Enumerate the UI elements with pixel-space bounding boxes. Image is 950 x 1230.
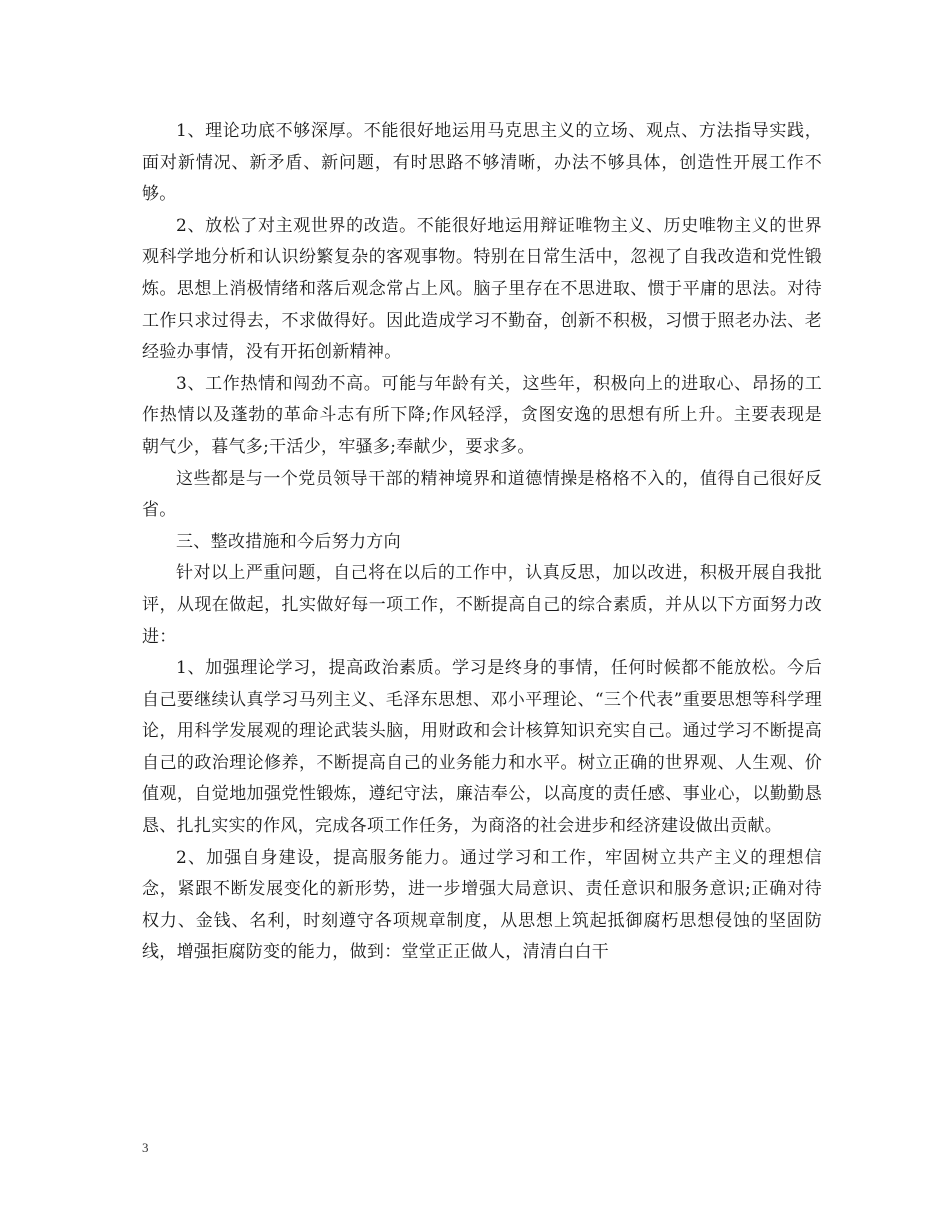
paragraph-theory-foundation: 1、理论功底不够深厚。不能很好地运用马克思主义的立场、观点、方法指导实践，面对新情况、新矛盾、新问题，有时思路不够清晰，办法不够具体，创造性开展工作不够。: [142, 121, 822, 205]
paragraph-reflection: 这些都是与一个党员领导干部的精神境界和道德情操是格格不入的，值得自己很好反省。: [142, 468, 822, 521]
paragraph-work-enthusiasm: 3、工作热情和闯劲不高。可能与年龄有关，这些年，积极向上的进取心、昂扬的工作热情以及蓬勃的革命斗志有所下降;作风轻浮，贪图安逸的思想有所上升。主要表现是朝气少，暮气多;干活少，牢骚多;奉献少，要求多。: [142, 373, 822, 457]
paragraph-subjective-world: 2、放松了对主观世界的改造。不能很好地运用辩证唯物主义、历史唯物主义的世界观科学地分析和认识纷繁复杂的客观事物。特别在日常生活中，忽视了自我改造和党性锻炼。思想上消极情绪和落后观念常占上风。脑子里存在不思进取、惯于平庸的思法。对待工作只求过得去，不求做得好。因此造成学习不勤奋，创新不积极，习惯于照老办法、老经验办事情，没有开拓创新精神。: [142, 215, 822, 363]
paragraph-self-building: 2、加强自身建设，提高服务能力。通过学习和工作，牢固树立共产主义的理想信念，紧跟不断发展变化的新形势，进一步增强大局意识、责任意识和服务意识;正确对待权力、金钱、名利，时刻遵守各项规章制度，从思想上筑起抵御腐朽思想侵蚀的坚固防线，增强拒腐防变的能力，做到：堂堂正正做人，清清白白干: [142, 847, 822, 963]
page-number: 3: [142, 1140, 149, 1155]
section-heading-rectification: 三、整改措施和今后努力方向: [176, 531, 401, 552]
paragraph-theory-study: 1、加强理论学习，提高政治素质。学习是终身的事情，任何时候都不能放松。今后自己要继续认真学习马列主义、毛泽东思想、邓小平理论、“三个代表”重要思想等科学理论，用科学发展观的理论武装头脑，用财政和会计核算知识充实自己。通过学习不断提高自己的政治理论修养，不断提高自己的业务能力和水平。树立正确的世界观、人生观、价值观，自觉地加强党性锻炼，遵纪守法，廉洁奉公，以高度的责任感、事业心，以勤勤恳恳、扎扎实实的作风，完成各项工作任务，为商洛的社会进步和经济建设做出贡献。: [142, 658, 822, 837]
paragraph-improvement-intro: 针对以上严重问题，自己将在以后的工作中，认真反思，加以改进，积极开展自我批评，从现在做起，扎实做好每一项工作，不断提高自己的综合素质，并从以下方面努力改进：: [142, 563, 822, 647]
document-body: [142, 116, 822, 969]
